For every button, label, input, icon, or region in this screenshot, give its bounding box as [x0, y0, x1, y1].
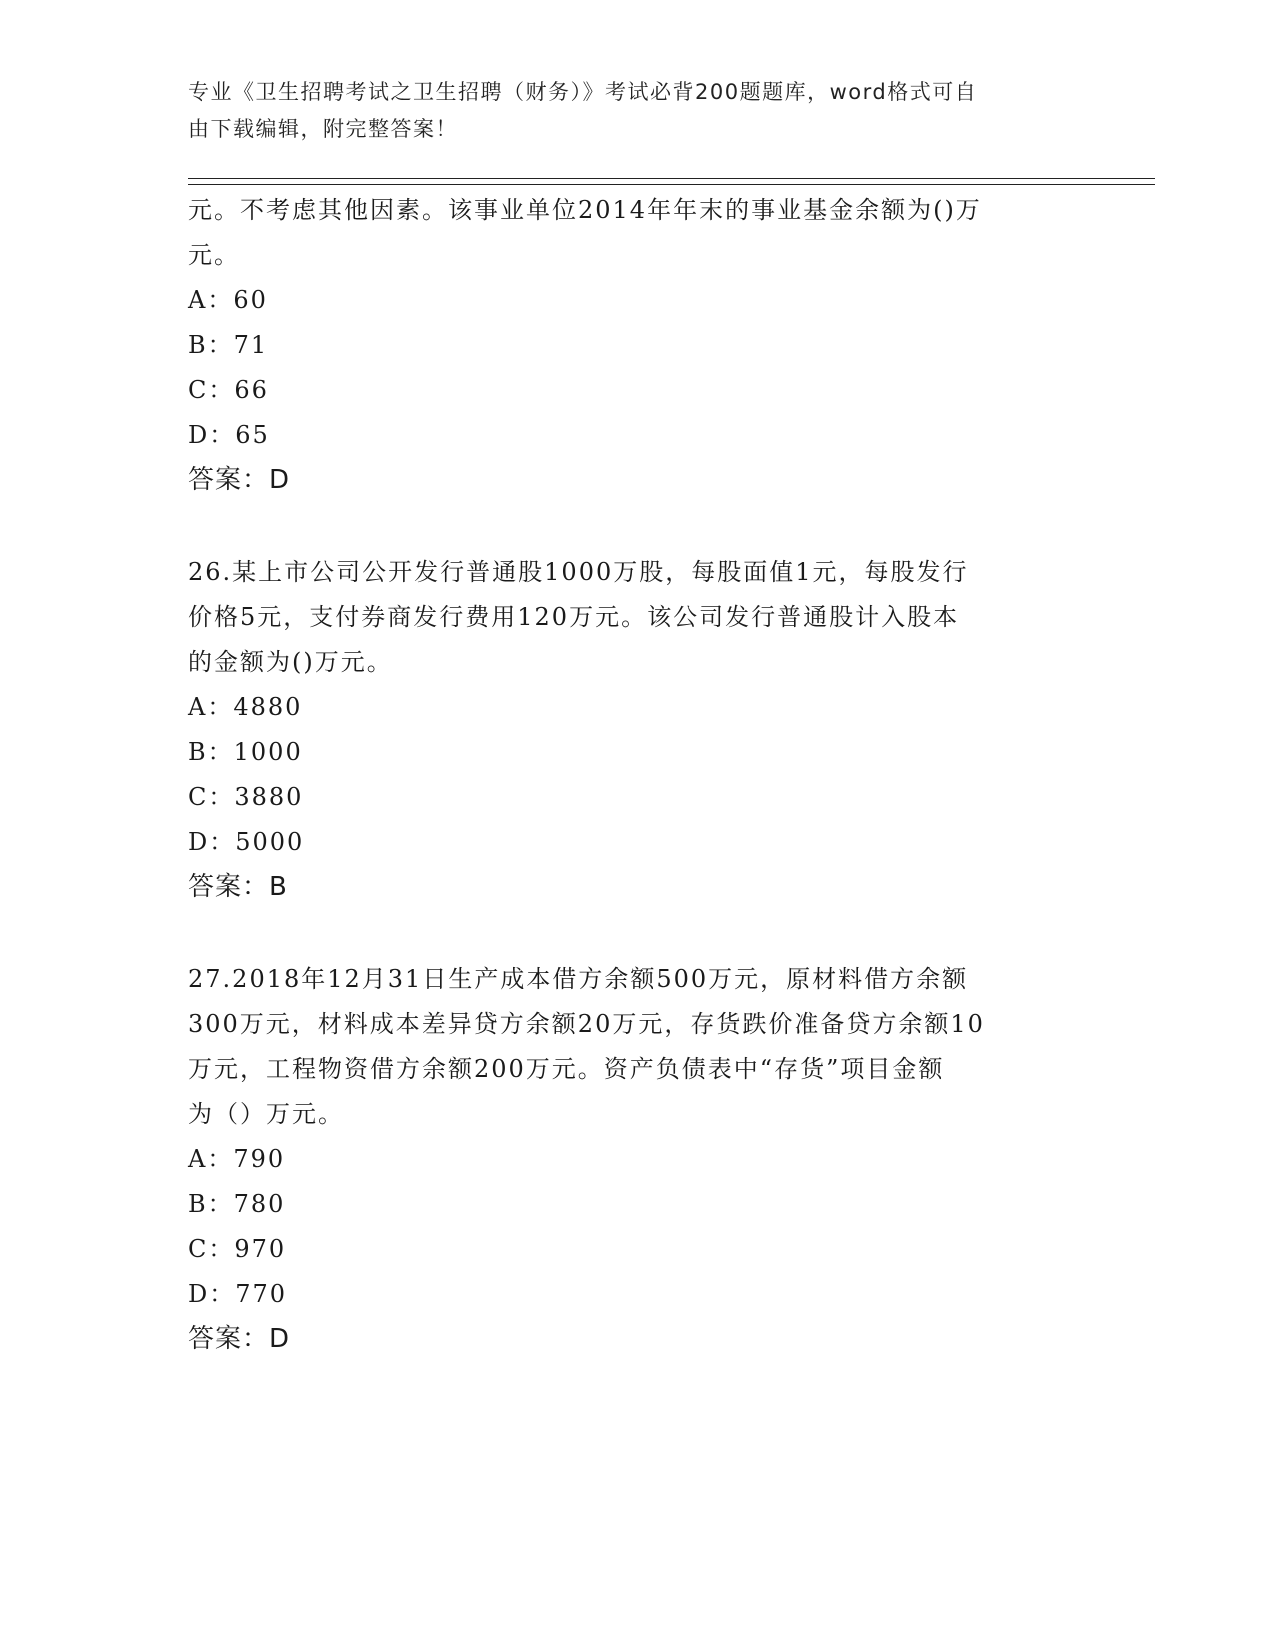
option-b: B：1000 [188, 738, 303, 766]
header-line: 专业《卫生招聘考试之卫生招聘（财务）》考试必背200题题库，word格式可自 [188, 80, 978, 104]
option-a: A：60 [188, 286, 268, 314]
answer-line: 答案：B [188, 872, 288, 902]
option-b: B：780 [188, 1190, 286, 1218]
question-block [188, 957, 1088, 1362]
answer-line: 答案：D [188, 1324, 291, 1354]
question-stem-line: 300万元，材料成本差异贷方余额20万元，存货跌价准备贷方余额10 [188, 1010, 985, 1038]
question-stem-line: 26.某上市公司公开发行普通股1000万股，每股面值1元，每股发行 [188, 558, 969, 586]
question-stem-line: 的金额为()万元。 [188, 648, 393, 676]
option-b: B：71 [188, 331, 269, 359]
header-divider [188, 184, 1155, 185]
question-stem-line: 元。 [188, 241, 240, 269]
option-c: C：3880 [188, 783, 304, 811]
question-stem-line: 27.2018年12月31日生产成本借方余额500万元，原材料借方余额 [188, 965, 969, 993]
question-block [188, 188, 1088, 503]
option-d: D：65 [188, 421, 270, 449]
document-header [188, 74, 1068, 148]
question-block [188, 550, 1088, 910]
question-stem-line: 价格5元，支付券商发行费用120万元。该公司发行普通股计入股本 [188, 603, 960, 631]
option-c: C：970 [188, 1235, 287, 1263]
header-line: 由下载编辑，附完整答案！ [188, 117, 458, 141]
option-d: D：770 [188, 1280, 288, 1308]
question-stem-line: 为（）万元。 [188, 1100, 344, 1128]
option-c: C：66 [188, 376, 269, 404]
question-stem-line: 元。不考虑其他因素。该事业单位2014年年末的事业基金余额为()万 [188, 196, 982, 224]
answer-line: 答案：D [188, 465, 291, 495]
option-a: A：4880 [188, 693, 303, 721]
option-a: A：790 [188, 1145, 286, 1173]
question-stem-line: 万元，工程物资借方余额200万元。资产负债表中“存货”项目金额 [188, 1055, 945, 1083]
question-list [188, 188, 1088, 1362]
header-divider [188, 178, 1155, 179]
option-d: D：5000 [188, 828, 305, 856]
